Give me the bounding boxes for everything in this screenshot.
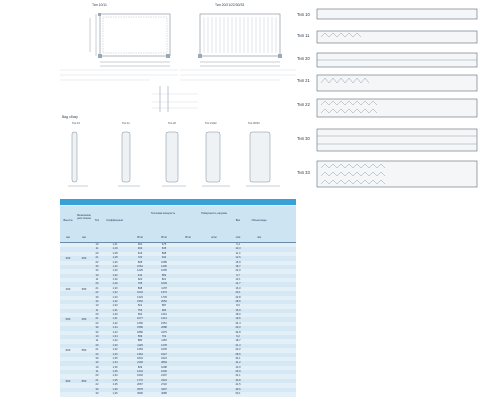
table-cell: 30 xyxy=(95,264,99,268)
table-cell: 442 xyxy=(137,273,143,277)
table-cell: 1,34 xyxy=(112,361,118,365)
table-cell: 1645 xyxy=(161,348,167,352)
table-cell: 1085 xyxy=(161,260,167,264)
table-cell: 5,4 xyxy=(236,243,240,246)
table-cell: 795 xyxy=(137,282,143,286)
table-cell: 24,4 xyxy=(235,321,241,325)
type-label-10: Тип 10 xyxy=(297,12,310,17)
table-cell: 22 xyxy=(95,352,99,356)
table-cell: 1745 xyxy=(161,295,167,299)
table-cell: 791 xyxy=(161,334,167,338)
table-cell: 20 xyxy=(95,374,99,378)
table-cell: 1,36 xyxy=(112,387,118,391)
table-cell: 1880 xyxy=(137,330,143,334)
table-cell: 49,6 xyxy=(235,387,241,391)
table-cell: 1,33 xyxy=(112,374,118,378)
table-header xyxy=(60,206,296,243)
table-cell: 13,1 xyxy=(235,278,241,282)
table-cell: 1400 xyxy=(161,264,167,268)
table-cell: 1253 xyxy=(137,348,143,352)
table-cell: 1,34 xyxy=(112,334,118,338)
table-cell: 34,8 xyxy=(235,330,241,334)
table-cell: 1,32 xyxy=(112,273,118,277)
table-cell: 11 xyxy=(95,339,99,343)
table-cell: 1225 xyxy=(137,269,143,273)
side-view-label-2: Тип 11 xyxy=(122,122,130,125)
table-cell: 1178 xyxy=(161,286,167,290)
table-cell: 1,33 xyxy=(112,304,118,308)
group-height: 500 xyxy=(65,317,71,322)
table-cell: 11 xyxy=(95,278,99,282)
table-cell: 1,32 xyxy=(112,348,118,352)
table-cell: 1640 xyxy=(161,370,167,374)
table-cell: 41,2 xyxy=(235,361,241,365)
table-cell: 20 xyxy=(95,251,99,255)
table-cell: 33 xyxy=(95,330,99,334)
table-cell: 10,3 xyxy=(235,247,241,251)
type-label-21: Тип 21 xyxy=(297,78,310,83)
table-cell: 22 xyxy=(95,291,99,295)
table-cell: 33 xyxy=(95,391,99,395)
table-cell: 2722 xyxy=(161,383,167,387)
type-label-33: Тип 33 xyxy=(297,170,310,175)
table-cell: 1,35 xyxy=(112,356,118,360)
table-cell: 829 xyxy=(137,365,143,369)
table-cell: 1,33 xyxy=(112,295,118,299)
table-cell: 30 xyxy=(95,356,99,360)
header-height: Высота xyxy=(63,219,73,222)
table-cell: 10 xyxy=(95,365,99,369)
side-view-label-5: Тип 30/33 xyxy=(248,122,260,125)
table-cell: 11 xyxy=(95,247,99,251)
table-cell: 1,32 xyxy=(112,291,118,295)
table-cell: 15,9 xyxy=(235,308,241,312)
table-cell: 15,9 xyxy=(235,260,241,264)
table-cell: 1,31 xyxy=(112,308,118,312)
table-cell: 16,0 xyxy=(235,286,241,290)
header-distance: Межосевое расстояние xyxy=(77,214,91,220)
table-cell: 964 xyxy=(137,313,143,317)
table-cell: 2107 xyxy=(161,374,167,378)
table-cell: 33,8 xyxy=(235,378,241,382)
table-cell: 11 xyxy=(95,308,99,312)
unit-w-1: Вт/м xyxy=(137,236,143,239)
table-cell: 20,1 xyxy=(235,291,241,295)
table-cell: 1,30 xyxy=(112,286,118,290)
table-cell: 942 xyxy=(161,256,167,260)
table-cell: 60,1 xyxy=(235,391,241,395)
header-power: Тепловая мощность xyxy=(150,212,176,215)
table-cell: 990 xyxy=(161,308,167,312)
table-cell: 12,5 xyxy=(235,256,241,260)
table-cell: 1,29 xyxy=(112,313,118,317)
table-cell: 624 xyxy=(137,278,143,282)
table-cell: 22 xyxy=(95,321,99,325)
table-cell: 30 xyxy=(95,295,99,299)
table-cell: 1,29 xyxy=(112,247,118,251)
table-cell: 4085 xyxy=(161,391,167,395)
table-cell: 1580 xyxy=(137,326,143,330)
table-cell: 619 xyxy=(137,251,143,255)
table-cell: 3407 xyxy=(161,387,167,391)
table-cell: 1,31 xyxy=(112,243,118,246)
radiator-type-section-drawings xyxy=(315,5,495,195)
table-cell: 14,7 xyxy=(235,282,241,286)
table-cell: 1,28 xyxy=(112,251,118,255)
table-cell: 1,32 xyxy=(112,299,118,303)
table-cell: 1,30 xyxy=(112,278,118,282)
type-label-11: Тип 11 xyxy=(297,33,310,38)
table-cell: 41,5 xyxy=(235,383,241,387)
table-cell: 1,33 xyxy=(112,352,118,356)
table-cell: 1834 xyxy=(137,356,143,360)
table-cell: 1156 xyxy=(161,339,167,343)
table-cell: 1,31 xyxy=(112,317,118,321)
table-cell: 21 xyxy=(95,256,99,260)
table-cell: 582 xyxy=(161,273,167,277)
table-cell: 1098 xyxy=(161,365,167,369)
table-cell: 3090 xyxy=(137,391,143,395)
group-height: 400 xyxy=(65,286,71,291)
table-cell: 1077 xyxy=(137,317,143,321)
table-cell: 1039 xyxy=(161,282,167,286)
table-cell: 1464 xyxy=(137,352,143,356)
table-cell: 1,35 xyxy=(112,378,118,382)
table-cell: 1323 xyxy=(137,295,143,299)
table-cell: 10 xyxy=(95,243,99,246)
table-cell: 22 xyxy=(95,260,99,264)
table-cell: 21 xyxy=(95,317,99,321)
table-cell: 20 xyxy=(95,313,99,317)
table-cell: 11 xyxy=(95,370,99,374)
table-cell: 1,32 xyxy=(112,321,118,325)
table-cell: 21 xyxy=(95,286,99,290)
table-cell: 1,32 xyxy=(112,339,118,343)
table-cell: 6,7 xyxy=(236,273,240,277)
table-cell: 2193 xyxy=(137,361,143,365)
side-view-label-3: Тип 20 xyxy=(168,122,176,125)
table-cell: 828 xyxy=(137,260,143,264)
group-height: 300 xyxy=(65,256,71,261)
side-view-label-1: Тип 10 xyxy=(72,122,80,125)
table-cell: 1,34 xyxy=(112,326,118,330)
table-cell: 2475 xyxy=(161,330,167,334)
type-label-30: Тип 30 xyxy=(297,136,310,141)
top-left-title: Тип 10/11 xyxy=(92,3,107,7)
group-distance: 250 xyxy=(81,256,87,261)
table-cell: 2578 xyxy=(137,387,143,391)
unit-w-3: Вт/м xyxy=(185,236,191,239)
table-cell: 2088 xyxy=(161,326,167,330)
group-distance: 350 xyxy=(81,286,87,291)
table-cell: 2052 xyxy=(161,299,167,303)
table-cell: 10 xyxy=(95,334,99,338)
table-cell: 1,35 xyxy=(112,370,118,374)
table-cell: 18,7 xyxy=(235,339,241,343)
table-cell: 1,30 xyxy=(112,269,118,273)
table-cell: 898 xyxy=(137,286,143,290)
table-cell: 1,36 xyxy=(112,365,118,369)
table-cell: 8,0 xyxy=(236,304,240,308)
table-cell: 720 xyxy=(137,256,143,260)
side-view-drawings xyxy=(60,126,296,198)
table-cell: 26,9 xyxy=(235,370,241,374)
table-cell: 11,4 xyxy=(235,251,241,255)
table-cell: 645 xyxy=(161,247,167,251)
side-view-label-4: Тип 21/22 xyxy=(205,122,217,125)
header-weight: Вес xyxy=(235,219,241,222)
table-cell: 18,7 xyxy=(235,264,241,268)
table-cell: 21 xyxy=(95,378,99,382)
table-cell: 23,8 xyxy=(235,295,241,299)
table-cell: 20 xyxy=(95,343,99,347)
table-cell: 31,1 xyxy=(235,374,241,378)
table-cell: 880 xyxy=(137,339,143,343)
table-cell: 1,28 xyxy=(112,256,118,260)
table-cell: 2894 xyxy=(161,361,167,365)
type-label-20: Тип 20 xyxy=(297,56,310,61)
table-cell: 1562 xyxy=(137,299,143,303)
table-cell: 808 xyxy=(161,251,167,255)
table-cell: 20 xyxy=(95,282,99,286)
table-cell: 1927 xyxy=(161,352,167,356)
group-height: 600 xyxy=(65,348,71,353)
table-cell: 475 xyxy=(161,243,167,246)
table-cell: 521 xyxy=(137,304,143,308)
table-cell: 1261 xyxy=(161,313,167,317)
unit-w-2: Вт/м xyxy=(161,236,167,239)
table-cell: 22,0 xyxy=(235,269,241,273)
table-cell: 2334 xyxy=(161,378,167,382)
table-cell: 21 xyxy=(95,348,99,352)
table-cell: 23,2 xyxy=(235,348,241,352)
side-view-section-title: Вид сбоку xyxy=(62,115,78,119)
front-view-drawing-type-10-11 xyxy=(60,8,180,88)
table-cell: 2067 xyxy=(137,383,143,387)
header-coef: Коэффициент xyxy=(106,219,124,222)
table-cell: 33 xyxy=(95,361,99,365)
table-cell: 1772 xyxy=(137,378,143,382)
table-cell: 1244 xyxy=(137,370,143,374)
group-distance: 850 xyxy=(81,378,87,383)
table-cell: 9,2 xyxy=(236,334,240,338)
table-cell: 1602 xyxy=(137,374,143,378)
table-cell: 28,6 xyxy=(235,352,241,356)
table-cell: 1,35 xyxy=(112,383,118,387)
table-cell: 30 xyxy=(95,387,99,391)
table-cell: 1,30 xyxy=(112,260,118,264)
table-cell: 1,30 xyxy=(112,343,118,347)
table-cell: 1,29 xyxy=(112,282,118,286)
top-right-title: Тип 20/21/22/30/33 xyxy=(215,3,245,7)
table-cell: 492 xyxy=(137,247,143,251)
table-cell: 1,36 xyxy=(112,391,118,395)
table-cell: 34,1 xyxy=(235,356,241,360)
table-cell: 1256 xyxy=(137,321,143,325)
group-distance: 550 xyxy=(81,348,87,353)
table-row xyxy=(60,392,296,396)
table-cell: 22 xyxy=(95,383,99,387)
table-cell: 1064 xyxy=(137,264,143,268)
table-cell: 21,3 xyxy=(235,343,241,347)
table-cell: 29,0 xyxy=(235,326,241,330)
table-cell: 1129 xyxy=(137,343,143,347)
unit-mm-2: мм xyxy=(82,236,86,239)
table-cell: 821 xyxy=(161,278,167,282)
header-type: Тип xyxy=(94,219,100,222)
table-cell: 28,6 xyxy=(235,299,241,303)
unit-m2: м²/м xyxy=(211,236,217,239)
table-cell: 1605 xyxy=(161,269,167,273)
connection-detail-drawing xyxy=(150,84,200,114)
table-cell: 33 xyxy=(95,269,99,273)
unit-l: л/м xyxy=(256,236,262,239)
unit-kg: кг/м xyxy=(235,236,241,239)
front-view-drawing-type-20-33 xyxy=(180,8,298,88)
table-cell: 10 xyxy=(95,304,99,308)
table-cell: 361 xyxy=(137,243,143,246)
table-cell: 1043 xyxy=(137,291,143,295)
type-label-22: Тип 22 xyxy=(297,102,310,107)
table-cell: 1,33 xyxy=(112,330,118,334)
table-cell: 13,0 xyxy=(235,365,241,369)
table-cell: 19,6 xyxy=(235,317,241,321)
group-distance: 450 xyxy=(81,317,87,322)
table-cell: 1,32 xyxy=(112,264,118,268)
table-cell: 10 xyxy=(95,273,99,277)
table-cell: 687 xyxy=(161,304,167,308)
table-cell: 33 xyxy=(95,299,99,303)
table-cell: 30 xyxy=(95,326,99,330)
table-cell: 2424 xyxy=(161,356,167,360)
unit-mm-1: мм xyxy=(66,236,70,239)
header-heating: Поверхность нагрева xyxy=(201,212,227,215)
table-cell: 1478 xyxy=(161,343,167,347)
table-cell: 1373 xyxy=(161,291,167,295)
table-cell: 599 xyxy=(137,334,143,338)
table-cell: 1413 xyxy=(161,317,167,321)
table-cell: 18,0 xyxy=(235,313,241,317)
table-cell: 1651 xyxy=(161,321,167,325)
group-height: 900 xyxy=(65,378,71,383)
table-cell: 753 xyxy=(137,308,143,312)
header-volume: Объем воды xyxy=(251,219,267,222)
